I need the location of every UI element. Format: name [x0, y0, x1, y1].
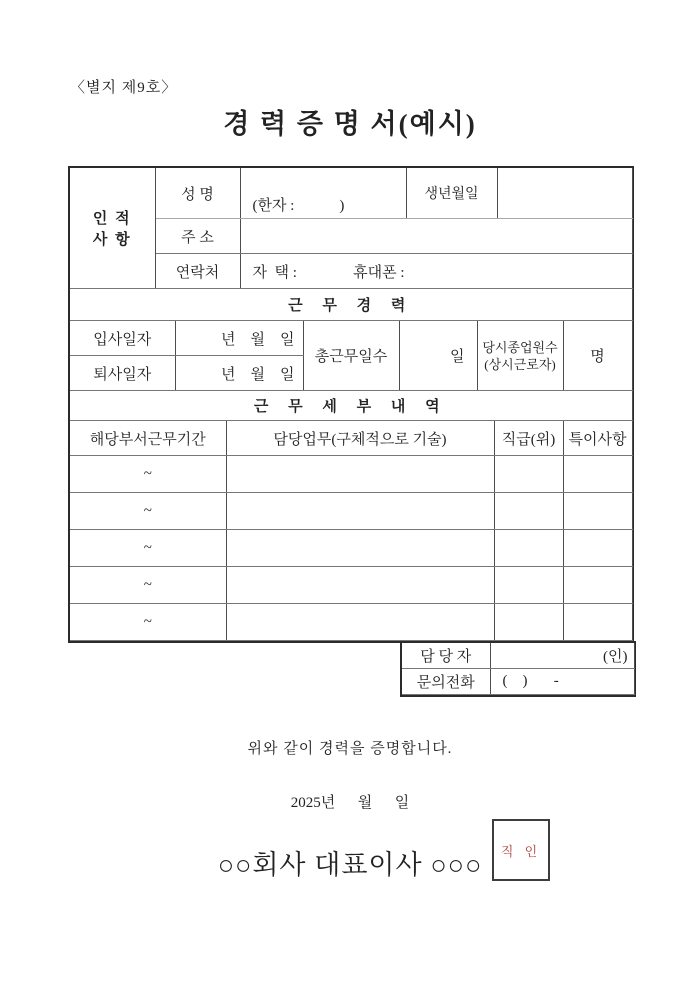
join-date-label: 입사일자 [70, 321, 175, 356]
personal-section-label-line2: 사 항 [92, 232, 132, 248]
detail-col-duty: 담당업무(구체적으로 기술) [226, 421, 494, 456]
detail-note-cell [563, 567, 632, 604]
name-label: 성 명 [155, 168, 240, 219]
detail-rank-cell [494, 604, 563, 641]
certification-statement: 위와 같이 경력을 증명합니다. [247, 741, 453, 757]
date-line: 2025년 월 일 [290, 795, 410, 811]
detail-col-rank: 직급(위) [494, 421, 563, 456]
personal-section-label [70, 168, 155, 289]
detail-col-period: 해당부서근무기간 [70, 421, 226, 456]
detail-duty-cell [226, 493, 494, 530]
address-label: 주 소 [155, 219, 240, 254]
employee-count-unit: 명 [563, 321, 632, 391]
detail-rank-cell [494, 530, 563, 567]
career-section-header: 근 무 경 력 [70, 289, 632, 321]
leave-date-label: 퇴사일자 [70, 356, 175, 391]
detail-col-note: 특이사항 [563, 421, 632, 456]
detail-duty-cell [226, 456, 494, 493]
detail-note-cell [563, 456, 632, 493]
certificate-table [68, 166, 634, 643]
detail-duty-cell [226, 604, 494, 641]
detail-period-cell: ~ [70, 604, 226, 641]
detail-period-cell: ~ [70, 567, 226, 604]
name-field: (한자 : ) [240, 168, 406, 219]
personal-info-section [70, 168, 633, 289]
contact-sub-table [400, 641, 636, 697]
phone-label: 문의전화 [402, 669, 490, 695]
detail-note-cell [563, 604, 632, 641]
career-section [70, 289, 633, 391]
document-title: 경 력 증 명 서(예시) [223, 109, 477, 139]
official-seal-box [492, 819, 550, 881]
birthdate-field [497, 168, 632, 219]
detail-row [70, 567, 632, 604]
detail-note-cell [563, 530, 632, 567]
seal-label: 직 인 [500, 843, 542, 859]
employee-count-label-line1: 당시종업원수 [482, 339, 558, 355]
leave-date-unit: 년 월 일 [175, 356, 303, 391]
detail-row [70, 604, 632, 641]
detail-period-cell: ~ [70, 530, 226, 567]
detail-period-cell: ~ [70, 456, 226, 493]
employee-count-label [477, 321, 563, 391]
join-date-unit: 년 월 일 [175, 321, 303, 356]
detail-duty-cell [226, 530, 494, 567]
address-field [240, 219, 632, 254]
phone-field: ( ) - [490, 669, 634, 695]
manager-seal-field: (인) [490, 643, 634, 669]
detail-period-cell: ~ [70, 493, 226, 530]
detail-row [70, 530, 632, 567]
detail-rank-cell [494, 567, 563, 604]
manager-label: 담 당 자 [402, 643, 490, 669]
attachment-note: 〈별지 제9호〉 [70, 80, 178, 96]
birthdate-label: 생년월일 [406, 168, 497, 219]
detail-section [70, 391, 633, 641]
employee-count-label-line2: (상시근로자) [484, 356, 556, 372]
detail-row [70, 456, 632, 493]
contact-field: 자 택 : 휴대폰 : [240, 254, 632, 289]
personal-section-label-line1: 인 적 [92, 211, 132, 227]
detail-duty-cell [226, 567, 494, 604]
detail-rank-cell [494, 456, 563, 493]
detail-rank-cell [494, 493, 563, 530]
detail-section-header: 근 무 세 부 내 역 [70, 391, 632, 421]
contact-label: 연락처 [155, 254, 240, 289]
detail-note-cell [563, 493, 632, 530]
total-days-unit: 일 [399, 321, 477, 391]
total-days-label: 총근무일수 [303, 321, 399, 391]
company-signature: ○○회사 대표이사 ○○○ [217, 850, 483, 880]
detail-row [70, 493, 632, 530]
